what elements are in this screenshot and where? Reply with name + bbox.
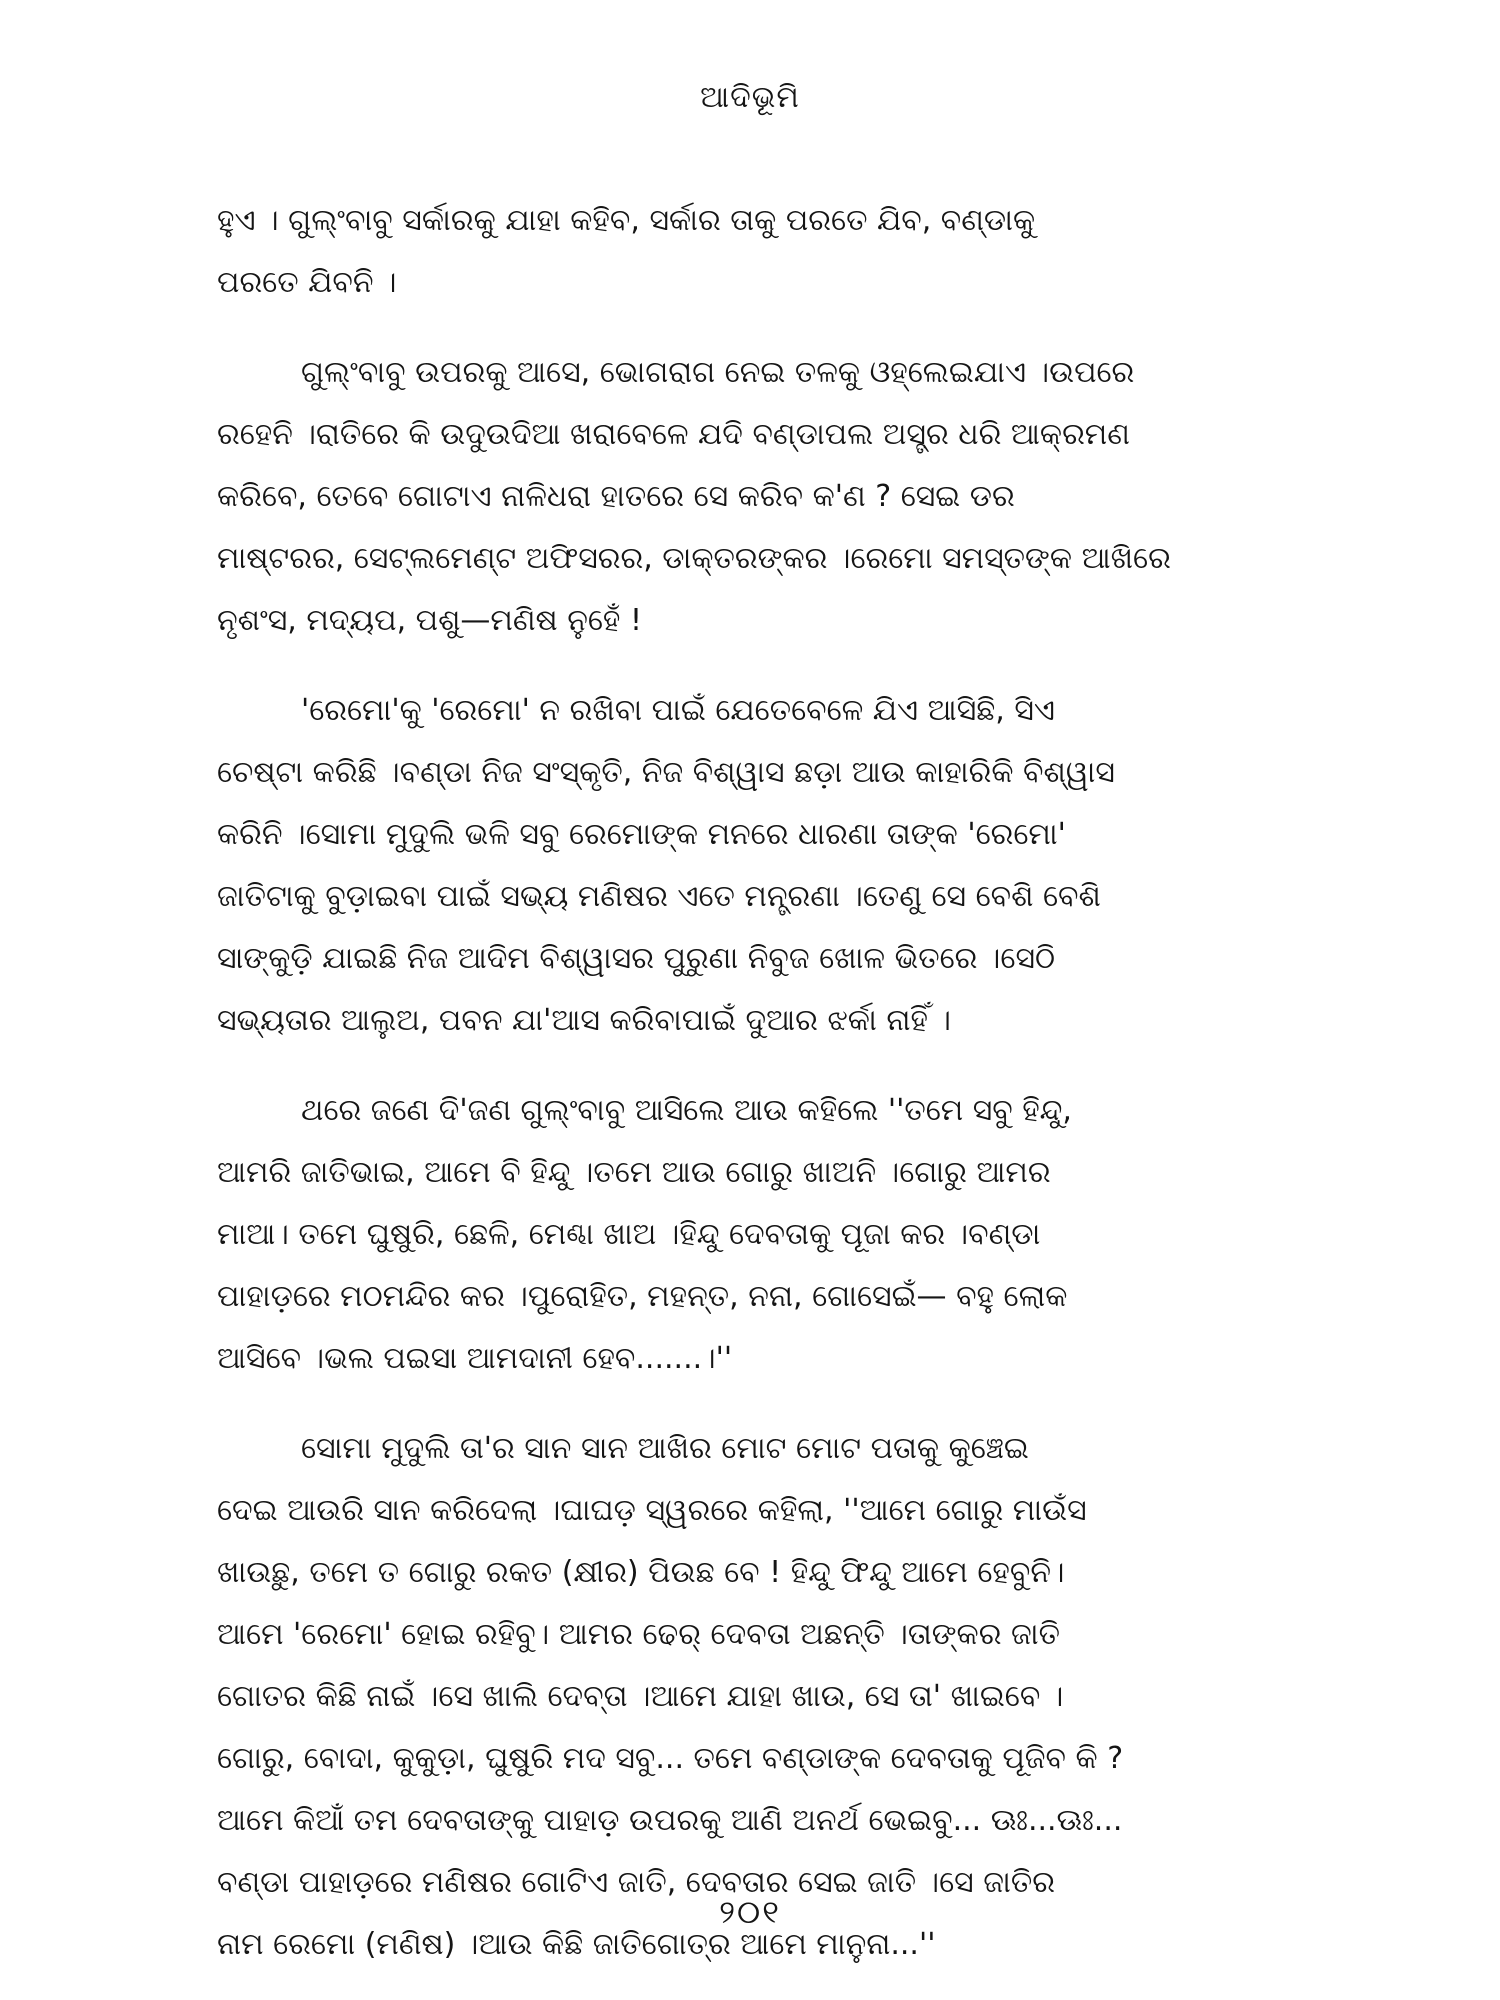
text-line: ଆସିବେ ।ଭଲ ପଇସା ଆମଦାନୀ ହେବ.......।'' (217, 1341, 733, 1376)
text-line: ଗୋରୁ, ବୋଦା, କୁକୁଡ଼ା, ଘୁଷୁରି ମଦ ସବୁ... ତମେ ବଣ୍ଡାଙ୍କ ଦେବତାକୁ ପୂଜିବ କି ? (217, 1741, 1124, 1776)
text-line: ମାଆ। ତମେ ଘୁଷୁରି, ଛେଳି, ମେଣ୍ଢା ଖାଅ ।ହିନ୍ଦୁ ଦେବତାକୁ ପୂଜା କର ।ବଣ୍ଡା (217, 1217, 1041, 1252)
text-line: ଗୁଲ୍‌ଂବାବୁ ଉପରକୁ ଆସେ, ଭୋଗରାଗ ନେଇ ତଳକୁ ଓହ୍ଲେଇଯାଏ ।ଉପରେ (301, 355, 1135, 390)
text-line: ଆମେ କିଆଁ ତମ ଦେବତାଙ୍କୁ ପାହାଡ଼ ଉପରକୁ ଆଣି ଅନର୍ଥ ଭେଇବୁ... ଊଃ...ଊଃ... (217, 1803, 1123, 1838)
text-line: 'ରେମୋ'କୁ 'ରେମୋ' ନ ରଖିବା ପାଇଁ ଯେତେବେଳେ ଯିଏ ଆସିଛି, ସିଏ (301, 693, 1056, 728)
text-line: ଗୋତର କିଛି ନାଇଁ ।ସେ ଖାଲି ଦେବ୍‌ତା ।ଆମେ ଯାହା ଖାଉ, ସେ ତା' ଖାଇବେ । (217, 1679, 1064, 1714)
body-text (217, 190, 1283, 1976)
text-line: ପରତେ ଯିବନି । (217, 265, 397, 300)
text-line: ବଣ୍ଡା ପାହାଡ଼ରେ ମଣିଷର ଗୋଟିଏ ଜାତି, ଦେବତାର ସେଇ ଜାତି ।ସେ ଜାତିର (217, 1865, 1055, 1900)
text-line: କରିନି ।ସୋମା ମୁଦୁଲି ଭଳି ସବୁ ରେମୋଙ୍କ ମନରେ ଧାରଣା ତାଙ୍କ 'ରେମୋ' (217, 817, 1066, 852)
text-line: ସାଙ୍କୁଡ଼ି ଯାଇଛି ନିଜ ଆଦିମ ବିଶ୍ୱାସର ପୁରୁଣା ନିବୁଜ ଖୋଳ ଭିତରେ ।ସେଠି (217, 941, 1056, 976)
text-line: ମାଷ୍ଟରର, ସେଟ୍‌ଲମେଣ୍ଟ ଅଫିସରର, ଡାକ୍ତରଙ୍କର ।ରେମୋ ସମସ୍ତଙ୍କ ଆଖିରେ (217, 541, 1171, 576)
text-line: ଆମେ 'ରେମୋ' ହୋଇ ରହିବୁ। ଆମର ଢେର୍ ଦେବତା ଅଛନ୍ତି ।ତାଙ୍କର ଜାତି (217, 1617, 1060, 1652)
text-line: ନୃଶଂସ, ମଦ୍ୟପ, ପଶୁ—ମଣିଷ ନୁହେଁ ! (217, 603, 642, 638)
text-line: ଆମରି ଜାତିଭାଇ, ଆମେ ବି ହିନ୍ଦୁ ।ତମେ ଆଉ ଗୋରୁ ଖାଅନି ।ଗୋରୁ ଆମର (217, 1155, 1051, 1190)
text-line: ଖାଉଛୁ, ତମେ ତ ଗୋରୁ ରକତ (କ୍ଷୀର) ପିଉଛ ବେ ! ହିନ୍ଦୁ ଫିନ୍ଦୁ ଆମେ ହେବୁନି। (217, 1555, 1065, 1590)
text-line: ଚେଷ୍ଟା କରିଛି ।ବଣ୍ଡା ନିଜ ସଂସ୍କୃତି, ନିଜ ବିଶ୍ୱାସ ଛଡ଼ା ଆଉ କାହାରିକି ବିଶ୍ୱାସ (217, 755, 1115, 790)
paragraph-4 (217, 1080, 1283, 1390)
page-number: ୨୦୧ (719, 1893, 781, 1931)
text-line: ପାହାଡ଼ରେ ମଠମନ୍ଦିର କର ।ପୁରୋହିତ, ମହନ୍ତ, ନନା, ଗୋସେଇଁ— ବହୁ ଲୋକ (217, 1279, 1068, 1314)
paragraph-2 (217, 342, 1283, 652)
text-line: କରିବେ, ତେବେ ଗୋଟାଏ ନାଳିଧରା ହାତରେ ସେ କରିବ କ'ଣ ? ସେଇ ଡର (217, 479, 1015, 514)
text-line: ରହେନି ।ରାତିରେ କି ଉଦୁଉଦିଆ ଖରାବେଳେ ଯଦି ବଣ୍ଡାପଲ ଅସ୍ତ୍ର ଧରି ଆକ୍ରମଣ (217, 417, 1130, 452)
text-line: ସୋମା ମୁଦୁଲି ତା'ର ସାନ ସାନ ଆଖିର ମୋଟ ମୋଟ ପତାକୁ କୁଞ୍ଚେଇ (301, 1431, 1029, 1466)
text-line: ଦେଇ ଆଉରି ସାନ କରିଦେଲା ।ଘାଘଡ଼ ସ୍ୱରରେ କହିଲା, ''ଆମେ ଗୋରୁ ମାଉଁସ (217, 1493, 1087, 1528)
running-head: ଆଦିଭୂମି (700, 80, 800, 115)
text-line: ସଭ୍ୟତାର ଆଲୁଅ, ପବନ ଯା'ଆସ କରିବାପାଇଁ ଦୁଆର ଝର୍କା ନାହିଁ । (217, 1003, 952, 1038)
text-line: ଜାତିଟାକୁ ବୁଡ଼ାଇବା ପାଇଁ ସଭ୍ୟ ମଣିଷର ଏତେ ମନ୍ତ୍ରଣା ।ତେଣୁ ସେ ବେଶି ବେଶି (217, 879, 1101, 914)
text-line: ଥରେ ଜଣେ ଦି'ଜଣ ଗୁଲ୍‌ଂବାବୁ ଆସିଲେ ଆଉ କହିଲେ ''ତମେ ସବୁ ହିନ୍ଦୁ, (301, 1093, 1072, 1128)
text-line: ହୁଏ । ଗୁଲ୍‌ଂବାବୁ ସର୍କାରକୁ ଯାହା କହିବ, ସର୍କାର ତାକୁ ପରତେ ଯିବ, ବଣ୍ଡାକୁ (217, 203, 1036, 238)
text-line: ନାମ ରେମୋ (ମଣିଷ) ।ଆଉ କିଛି ଜାତିଗୋତ୍ର ଆମେ ମାନୁନା...'' (217, 1927, 936, 1962)
paragraph-3 (217, 680, 1283, 1052)
paragraph-1 (217, 190, 1283, 314)
